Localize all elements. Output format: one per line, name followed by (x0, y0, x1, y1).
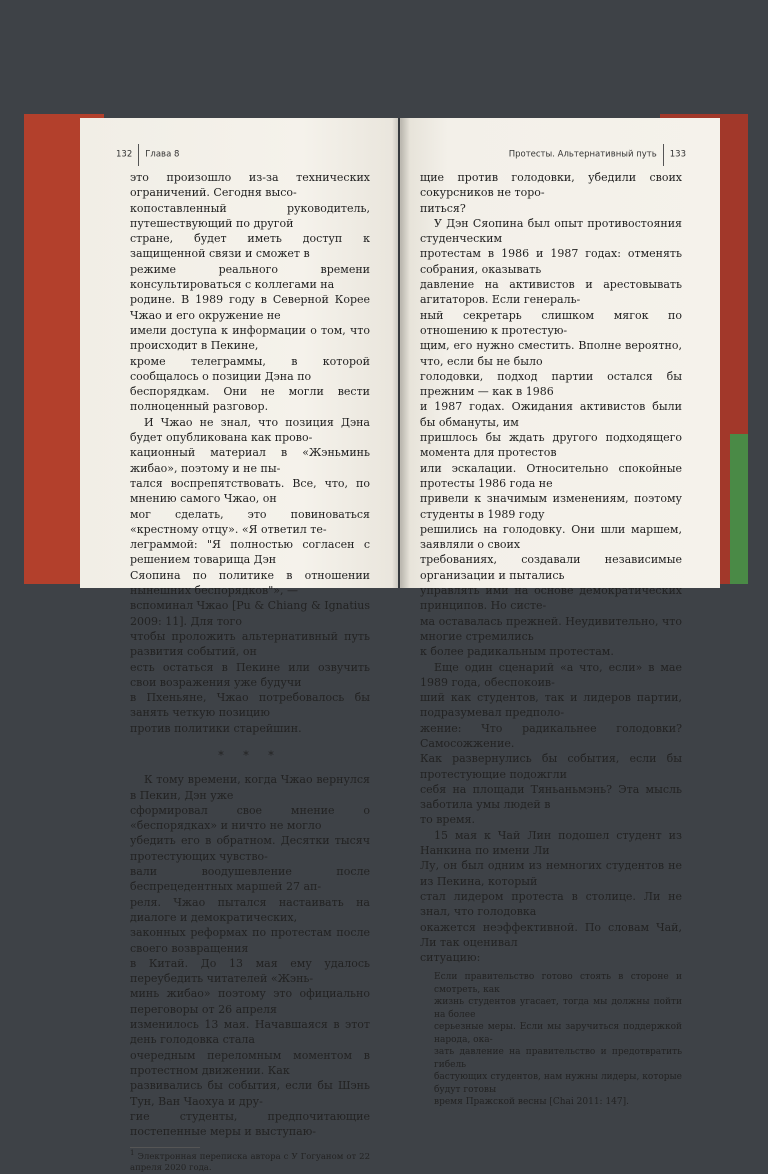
footnote-rule (130, 1147, 200, 1148)
right-page (400, 118, 720, 1108)
text-line: щие против голодовки, убедили своих сокурсников не торо- (420, 171, 682, 200)
footnote-text: Электронная переписка автора с У Гогуаном от 22 апреля 2020 года. (130, 1152, 370, 1174)
text-line: очередным переломным моментом в протестном движении. Как (130, 1048, 370, 1077)
text-line: или эскалации. Относительно спокойные протесты 1986 года не (420, 461, 682, 490)
chapter-title: Глава 8 (145, 149, 180, 160)
text-line: вали воодушевление после беспрецедентных маршей 27 ап- (130, 865, 370, 894)
text-line: Лу, он был одним из немногих студентов не из Пекина, который (420, 859, 682, 888)
text-line: минь жибао» поэтому это официально переговоры от 26 апреля (130, 987, 370, 1016)
text-line: управлять ими на основе демократических принципов. Но систе- (420, 584, 682, 613)
text-line: против политики старейшин. (130, 721, 302, 735)
running-title: Протесты. Альтернативный путь (508, 149, 657, 160)
right-running-header (509, 144, 686, 166)
text-line: вспоминал Чжао [Pu & Chiang & Ignatius 2009: 11]. Для того (130, 599, 370, 628)
text-line: Как развернулись бы события, если бы протестующие подожгли (420, 752, 682, 781)
text-line: ма оставалась прежней. Неудивительно, что многие стремились (420, 614, 682, 643)
text-line: Еще один сценарий «а что, если» в мае 1989 года, обеспокоив- (420, 660, 682, 689)
text-line: мог сделать, это повиноваться «крестному отцу». «Я ответил те- (130, 507, 370, 536)
text-line: сформировал свое мнение о «беспорядках» и ничто не могло (130, 803, 370, 833)
text-line: в Пхеньяне, Чжао потребовалось бы занять четкую позицию (130, 691, 370, 720)
text-line: ший как студентов, так и лидеров партии, подразумевал предполо- (420, 691, 682, 720)
text-line: чтобы проложить альтернативный путь развития событий, он (130, 629, 370, 659)
book-gutter-shadow (392, 118, 410, 588)
header-divider (663, 144, 664, 166)
quote-line: Если правительство готово стоять в стороне и смотреть, как (434, 972, 682, 995)
text-line: 15 мая к Чай Лин подошел студент из Нанкина по имени Ли (420, 828, 682, 858)
cover-decoration (730, 434, 748, 584)
text-line: окажется неэффективной. По словам Чай, Ли так оценивал (420, 920, 682, 949)
text-line: изменилось 13 мая. Начавшаяся в этот день голодовка стала (130, 1018, 370, 1047)
text-line: убедить его в обратном. Десятки тысяч протестующих чувство- (130, 834, 370, 863)
text-line: кроме телеграммы, в которой сообщалось о позиции Дэна по (130, 354, 370, 383)
text-line: жение: Что радикальнее голодовки? Самосожжение. (420, 721, 682, 750)
text-line: родине. В 1989 году в Северной Корее Чжао и его окружение не (130, 293, 370, 322)
text-line: стал лидером протеста в столице. Ли не знал, что голодовка (420, 889, 682, 919)
left-body-text (130, 170, 370, 1174)
block-quote (420, 971, 682, 1109)
text-line: законных реформах по протестам после своего возвращения (130, 926, 370, 955)
text-line: кационный материал в «Жэньминь жибао», поэтому и не пы- (130, 446, 370, 475)
text-line: есть остаться в Пекине или озвучить свои возражения уже будучи (130, 660, 370, 689)
quote-line: время Пражской весны [Chai 2011: 147]. (434, 1097, 629, 1108)
text-line: стране, будет иметь доступ к защищенной связи и сможет в (130, 232, 370, 261)
quote-line: серьезные меры. Если мы заручиться поддержкой народа, ока- (434, 1022, 682, 1045)
left-page-number: 132 (116, 149, 133, 160)
text-line: ситуацию: (420, 951, 481, 965)
text-line: И Чжао не знал, что позиция Дэна будет опубликована как прово- (130, 415, 370, 445)
quote-line: зать давление на правительство и предотвратить гибель (434, 1047, 682, 1070)
text-line: развивались бы события, если бы Шэнь Тун, Ван Чаохуа и дру- (130, 1079, 370, 1108)
text-line: и 1987 годах. Ожидания активистов были бы обмануты, им (420, 400, 682, 429)
text-line: гие студенты, предпочитающие постепенные меры и выступаю- (130, 1109, 370, 1139)
text-line: голодовки, подход партии остался бы прежним — как в 1986 (420, 369, 682, 399)
text-line: протестам в 1986 и 1987 годах: отменять собрания, оказывать (420, 247, 682, 276)
quote-line: бастующих студентов, нам нужны лидеры, которые будут готовы (434, 1072, 682, 1095)
text-line: леграммой: "Я полностью согласен с решением товарища Дэн (130, 538, 370, 567)
text-line: реля. Чжао пытался настаивать на диалоге и демократических, (130, 895, 370, 924)
right-page-number: 133 (669, 149, 686, 160)
text-line: К тому времени, когда Чжао вернулся в Пекин, Дэн уже (130, 773, 370, 802)
text-line: беспорядкам. Они не могли вести полноценный разговор. (130, 385, 370, 414)
text-line: себя на площади Тяньаньмэнь? Эта мысль заботила умы людей в (420, 782, 682, 812)
text-line: в Китай. До 13 мая ему удалось переубедить читателей «Жэнь- (130, 956, 370, 986)
text-line: ный секретарь слишком мягок по отношению к протестую- (420, 308, 682, 337)
header-divider (138, 144, 139, 166)
text-line: У Дэн Сяопина был опыт противостояния студенческим (420, 216, 682, 246)
text-line: питься? (420, 201, 466, 215)
text-line: копоставленный руководитель, путешествующий по другой (130, 201, 370, 230)
quote-line: жизнь студентов угасает, тогда мы должны пойти на более (434, 997, 682, 1020)
text-line: это произошло из-за технических ограничений. Сегодня высо- (130, 171, 370, 200)
text-line: Сяопина по политике в отношении нынешних беспорядков"», — (130, 568, 370, 598)
footnote-mark: 1 (130, 1149, 135, 1158)
text-line: к более радикальным протестам. (420, 645, 614, 659)
text-line: привели к значимым изменениям, поэтому студенты в 1989 году (420, 492, 682, 521)
text-line: щим, его нужно сместить. Вполне вероятно, что, если бы не было (420, 339, 682, 368)
text-line: решились на голодовку. Они шли маршем, заявляли о своих (420, 522, 682, 552)
text-line: требованиях, создавали независимые организации и пытались (420, 553, 682, 582)
text-line: пришлось бы ждать другого подходящего момента для протестов (420, 431, 682, 460)
right-body-text (420, 170, 682, 1109)
text-line: режиме реального времени консультироваться с коллегами на (130, 262, 370, 292)
text-line: то время. (420, 813, 475, 827)
section-break: * * * (218, 748, 282, 762)
left-running-header (116, 144, 179, 166)
left-page (80, 118, 398, 1174)
text-line: давление на активистов и арестовывать агитаторов. Если генераль- (420, 278, 682, 307)
text-line: тался воспрепятствовать. Все, что, по мнению самого Чжао, он (130, 476, 370, 506)
footnote (130, 1149, 370, 1174)
text-line: имели доступа к информации о том, что происходит в Пекине, (130, 323, 370, 353)
